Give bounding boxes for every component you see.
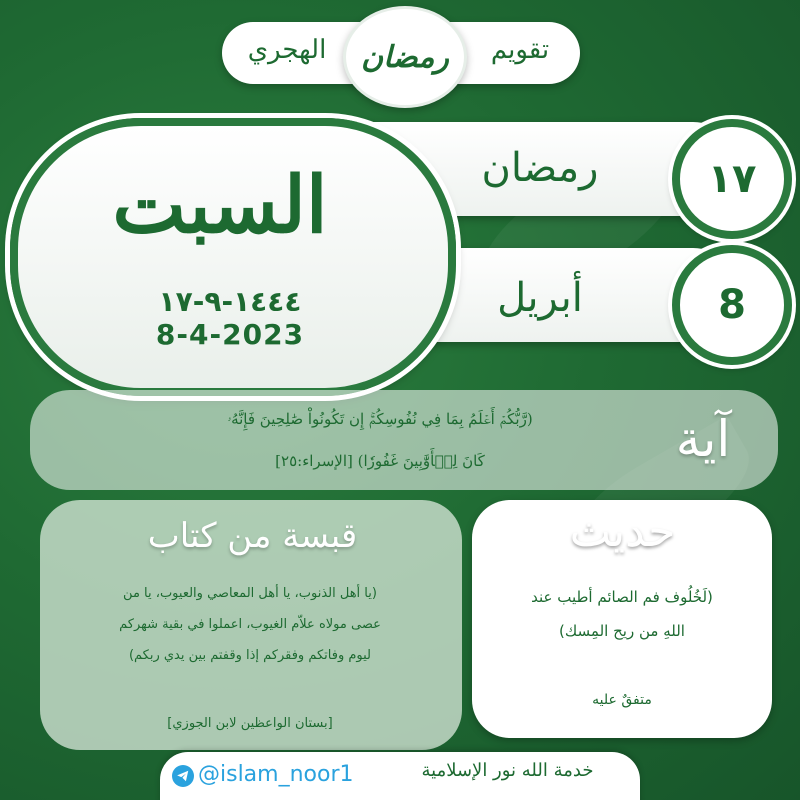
hijri-month-name: رمضان: [481, 145, 599, 191]
header-title-hijri: الهجري: [247, 35, 327, 65]
header-title-ramadan: رمضان: [361, 39, 449, 75]
hadith-source: متفقٌ عليه: [592, 692, 652, 708]
day-name: السبت: [112, 160, 328, 251]
hijri-day-circle: [672, 119, 792, 239]
verse-line: كَانَ لِلۡأَوَّٰبِينَ غَفُورٗا) [الإسراء:٢٥]: [275, 452, 485, 470]
gregorian-day-circle: [672, 245, 792, 365]
gregorian-day-number: 8: [718, 282, 746, 328]
quote-source: [بستان الواعظين لابن الجوزي]: [167, 716, 333, 731]
hadith-line: (لَخُلُوف فم الصائم أطيب عند: [531, 588, 713, 606]
footer-credit: خدمة الله نور الإسلامية: [421, 760, 594, 781]
hijri-day-number: ١٧: [707, 156, 757, 202]
hadith-title: حديث: [569, 506, 676, 557]
quote-title: قبسة من كتاب: [147, 516, 358, 556]
hadith-line: اللهِ من ريح المِسك): [559, 622, 685, 640]
quote-line: ليوم وفاتكم وفقركم إذا وقفتم بين يدي ربكم): [128, 648, 372, 663]
verse-text: [120, 398, 640, 482]
telegram-icon[interactable]: [172, 765, 194, 787]
quote-text: [55, 578, 445, 671]
gregorian-month-name: أبريل: [497, 275, 583, 321]
quote-line: (يا أهل الذنوب، يا أهل المعاصي والعيوب، يا من: [123, 586, 377, 601]
header-title-calendar: تقويم: [490, 35, 550, 65]
gregorian-date: 8-4-2023: [155, 318, 305, 351]
hadith-text: [488, 580, 756, 648]
telegram-handle-link[interactable]: @islam_noor1: [198, 762, 354, 787]
quote-line: عصى مولاه علاّم الغيوب، اعملوا في بقية شهركم: [119, 617, 381, 632]
verse-line: (رَّبُّكُمۡ أَعۡلَمُ بِمَا فِي نُفُوسِكُمۡۚ إِن تَكُونُواْ صَٰلِحِينَ فَإِنَّهُۥ: [227, 410, 533, 428]
header-medallion: [343, 6, 467, 108]
hijri-date: ١٤٤٤-٩-١٧: [158, 285, 302, 318]
verse-label: آية: [675, 410, 731, 468]
